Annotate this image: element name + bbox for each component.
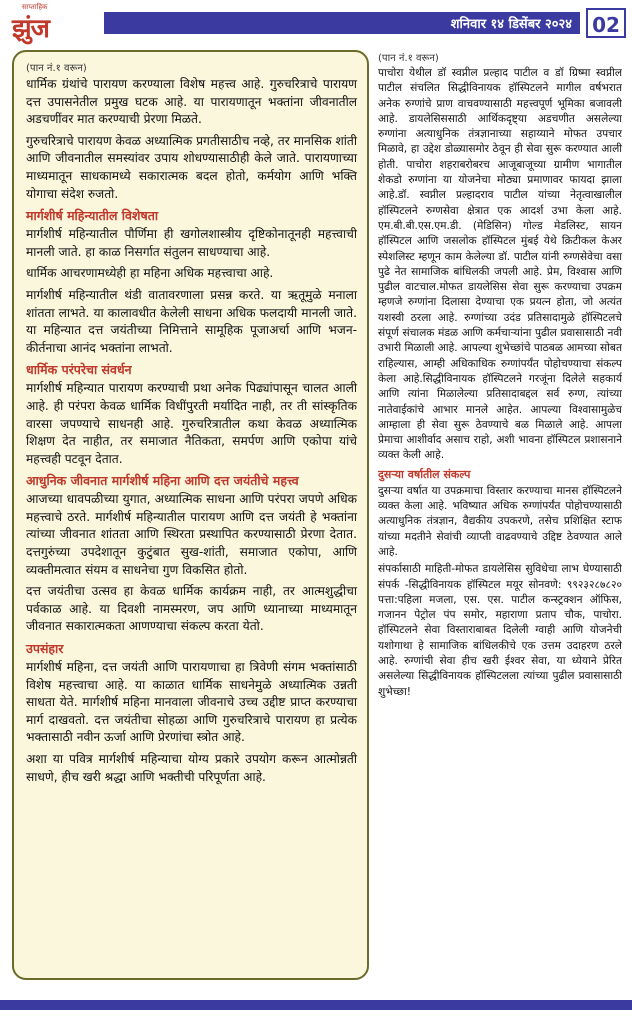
paragraph: दुसऱ्या वर्षात या उपक्रमाचा विस्तार करण्याचा मानस हॉस्पिटलने व्यक्त केला आहे. भविष्यात अधिक रुग्णांपर्यंत पोहोचण्यासाठी अत्याधुनिक तंत्रज्ञान, वैद्यकीय उपकरणे, तसेच प्रशिक्षित स्टाफ यांच्या मदतीने सेवांची व्याप्ती वाढवण्याचे उद्दिष्ट ठेवण्यात आले आहे.	[378, 484, 622, 558]
section-heading: मार्गशीर्ष महिन्यातील विशेषता	[26, 208, 159, 224]
paragraph: धार्मिक ग्रंथांचे पारायण करण्याला विशेष महत्त्व आहे. गुरुचरित्राचे पारायण दत्त उपासनेतील प्रमुख घटक आहे. या पारायणातून भक्तांना जीवनातील अडचणींवर मात करण्याची प्रेरणा मिळते.	[26, 77, 357, 127]
paragraph: आजच्या धावपळीच्या युगात, अध्यात्मिक साधना आणि परंपरा जपणे अधिक महत्त्वाचे ठरते. मार्गशीर्ष महिन्यातील पारायण आणि दत्त जयंती हे भक्तांना त्यांच्या जीवनात शांतता आणि स्थिरता प्रस्थापित करण्यासाठी प्रेरणा देतात. दत्तगुरुंच्या उपदेशातून कुटुंबात सुख-शांती, समाजात एकोपा, आणि व्यक्तीमत्वात संयम व साधनेचा गुण विकसित होतो.	[26, 492, 357, 577]
section-heading: आधुनिक जीवनात मार्गशीर्ष महिना आणि दत्त जयंतीचे महत्त्व	[26, 473, 299, 489]
section-heading: उपसंहार	[26, 641, 64, 657]
header-bar	[104, 12, 580, 34]
issue-date: शनिवार १४ डिसेंबर २०२४	[450, 17, 572, 32]
paragraph: गुरुचरित्राचे पारायण केवळ अध्यात्मिक प्रगतीसाठीच नव्हे, तर मानसिक शांती आणि जीवनातील समस्यांवर उपाय शोधण्यासाठीही केले जाते. पारायणाच्या माध्यमातून साधकामध्ये सकारात्मक बदल होतो, कर्मयोग आणि भक्ति योगाचा संदेश रुजतो.	[26, 133, 357, 201]
paragraph: मार्गशीर्ष महिन्यातील थंडी वातावरणाला प्रसन्न करते. या ऋतूमुळे मनाला शांतता लाभते. या कालावधीत केलेली साधना अधिक फलदायी मानली जाते. या महिन्यात दत्त जयंतीच्या निमित्ताने सामूहिक पूजाअर्चा आणि भजन-कीर्तनाचा आनंद भक्तांना लाभतो.	[26, 287, 357, 355]
continued-note: (पान नं.१ वरून)	[378, 53, 439, 64]
paragraph: पाचोरा येथील डॉ स्वप्नील प्रल्हाद पाटील व डॉ ग्रिष्मा स्वप्नील पाटील संचलित सिद्धीविनायक हॉस्पिटलने मागील वर्षभरात अनेक रुग्णांचे प्राण वाचवण्यासाठी महत्त्वपूर्ण भूमिका बजावली आहे. डायलेसिससाठी आर्थिकदृष्ट्या अडचणीत असलेल्या रुग्णांना अत्याधुनिक तंत्रज्ञानाच्या सहाय्याने मोफत उपचार मिळावे, हा उद्देश डोळ्यासमोर ठेवून ही सेवा सुरू करण्यात आली होती. पाचोरा शहराबरोबरच आजूबाजूच्या ग्रामीण भागातील शेकडो रुग्णांना या योजनेचा मोठ्या प्रमाणावर फायदा झाला आहे.डॉ. स्वप्नील प्रल्हादराव पाटील यांच्या नेतृत्वाखालील हॉस्पिटलने रुग्णसेवा क्षेत्रात एक आदर्श उभा केला आहे. एम.बी.बी.एस.एम.डी. (मेडिसिन) गोल्ड मेडलिस्ट, सायन हॉस्पिटल आणि जसलोक हॉस्पिटल मुंबई येथे क्रिटीकल केअर स्पेशलिस्ट म्हणून काम केलेल्या डॉ. पाटील यांनी रुग्णसेवेचा वसा पुढे नेत सामाजिक बांधिलकी जपली आहे. प्रेम, विश्वास आणि पुढील वाटचाल.मोफत डायलेसिस सेवा सुरू करण्याचा उपक्रम म्हणजे रुग्णांना दिलासा देण्याचा एक प्रयत्न होता, जो अत्यंत यशस्वी ठरला आहे. रुग्णांच्या उदंड प्रतिसादामुळे हॉस्पिटलचे संपूर्ण संचालक मंडळ आणि कर्मचाऱ्यांना पुढील प्रवासासाठी नवी उभारी मिळाली आहे. आपल्या शुभेच्छांचे पाठबळ आमच्या सोबत राहिल्यास, आम्ही अधिकाधिक रुग्णांपर्यंत पोहोचण्याचा संकल्प केला आहे.सिद्धीविनायक हॉस्पिटलने गरजूंना दिलेले सहकार्य आणि त्यांना मिळालेल्या प्रतिसादाबद्दल सर्व रुग्ण, त्यांच्या नातेवाईकांचे आभार मानले आहेत. आपल्या विश्वासामुळेच आम्हाला ही सेवा सुरू ठेवण्याचे बळ मिळाले आहे. आपला प्रेमाचा आशीर्वाद असाच राहो, अशी भावना हॉस्पिटल प्रशासनाने व्यक्त केली आहे.	[378, 67, 622, 462]
paragraph: दत्त जयंतीचा उत्सव हा केवळ धार्मिक कार्यक्रम नाही, तर आत्मशुद्धीचा पर्वकाळ आहे. या दिवशी नामस्मरण, जप आणि ध्यानाच्या माध्यमातून जीवनात सकारात्मकता आणण्याचा संकल्प करता येतो.	[26, 584, 357, 634]
newspaper-logo	[8, 3, 80, 44]
paragraph: संपर्कासाठी माहिती-मोफत डायलेसिस सुविधेचा लाभ घेण्यासाठी संपर्क -सिद्धीविनायक हॉस्पिटल मयूर सोनवणे: ९९२३२८७८२० पत्ता:पहिला मजला, एस. एस. पाटील कन्स्ट्रक्शन ऑफिस, गजानन पेट्रोल पंप समोर, महाराणा प्रताप चौक, पाचोरा. हॉस्पिटलने सेवा विस्ताराबाबत दिलेली ग्वाही आणि योजनेची यशोगाथा हे सामाजिक बांधिलकीचे एक उत्तम उदाहरण ठरले आहे. रुग्णांची सेवा हीच खरी ईश्वर सेवा, या ध्येयाने प्रेरित असलेल्या सिद्धीविनायक हॉस्पिटलला त्यांच्या पुढील प्रवासासाठी शुभेच्छा!	[378, 563, 622, 698]
logo-tagline: साप्ताहिक	[22, 3, 48, 11]
paragraph: अशा या पवित्र मार्गशीर्ष महिन्याचा योग्य प्रकारे उपयोग करून आत्मोन्नती साधणे, हीच खरी श्रद्धा आणि भक्तीची परिपूर्णता आहे.	[26, 752, 357, 784]
right-article	[378, 50, 622, 984]
paragraph: मार्गशीर्ष महिना, दत्त जयंती आणि पारायणाचा हा त्रिवेणी संगम भक्तांसाठी विशेष महत्त्वाचा आहे. या काळात धार्मिक साधनेमुळे अध्यात्मिक उन्नती साधता येते. मार्गशीर्ष महिना मानवाला जीवनाचे उच्च उद्दीष्ट प्राप्त करण्याचा मार्ग दाखवतो. दत्त जयंतीचा सोहळा आणि गुरुचरित्राचे पारायण हा प्रत्येक भक्तासाठी नवीन ऊर्जा आणि प्रेरणांचा स्त्रोत आहे.	[26, 660, 357, 745]
paragraph: मार्गशीर्ष महिन्यात पारायण करण्याची प्रथा अनेक पिढ्यांपासून चालत आली आहे. ही परंपरा केवळ धार्मिक विधींपुरती मर्यादित नाही, तर ती सांस्कृतिक वारसा जपण्याचे साधनही आहे. गुरुचरित्रातील कथा केवळ अध्यात्मिक शिक्षण देत नाहीत, तर समाजात नैतिकता, समर्पण आणि एकोपा यांचे महत्त्वही पटवून देतात.	[26, 381, 357, 466]
footer-bar	[0, 1000, 632, 1010]
continued-note: (पान नं.१ वरून)	[26, 63, 87, 74]
page-header	[0, 0, 632, 44]
logo-title: झुंज	[12, 14, 49, 44]
paragraph: मार्गशीर्ष महिन्यातील पौर्णिमा ही खगोलशास्त्रीय दृष्टिकोनातूनही महत्त्वाची मानली जाते. हा काळ निसर्गात संतुलन साधण्याचा आहे.	[26, 227, 357, 259]
section-heading: धार्मिक परंपरेचा संवर्धन	[26, 362, 132, 378]
page-number: 02	[586, 8, 626, 38]
section-heading: दुसऱ्या वर्षातील संकल्प	[378, 467, 471, 481]
left-article	[12, 50, 369, 980]
paragraph: धार्मिक आचरणामध्येही हा महिना अधिक महत्त्वाचा आहे.	[26, 266, 274, 281]
